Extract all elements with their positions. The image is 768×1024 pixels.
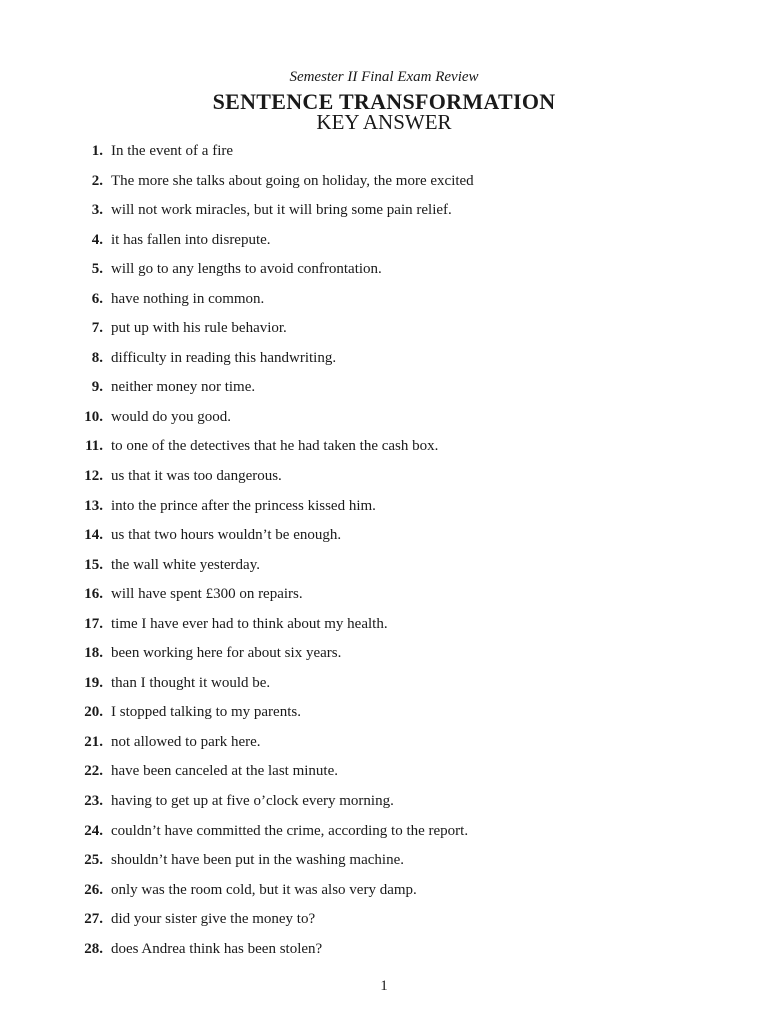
document-subheading: KEY ANSWER <box>316 110 452 134</box>
answer-item <box>0 584 768 614</box>
answer-text: us that two hours wouldn’t be enough. <box>111 527 342 544</box>
answer-text: have been canceled at the last minute. <box>111 763 338 780</box>
answer-text: couldn’t have committed the crime, according to the report. <box>111 822 469 839</box>
answer-number: 11. <box>85 438 103 455</box>
answer-number: 19. <box>84 674 103 691</box>
answer-text: have nothing in common. <box>111 290 265 307</box>
answer-text: does Andrea think has been stolen? <box>111 940 323 957</box>
answer-item <box>0 880 768 910</box>
document-subtitle: Semester II Final Exam Review <box>289 69 479 85</box>
answer-number: 21. <box>84 733 103 750</box>
answer-text: into the prince after the princess kissed him. <box>111 497 376 514</box>
answer-list <box>0 141 768 968</box>
answer-item <box>0 348 768 378</box>
answer-text: us that it was too dangerous. <box>111 468 282 485</box>
answer-item <box>0 761 768 791</box>
answer-number: 27. <box>84 911 103 928</box>
answer-number: 25. <box>84 852 103 869</box>
answer-text: neither money nor time. <box>111 379 256 396</box>
answer-text: only was the room cold, but it was also very damp. <box>111 881 417 898</box>
answer-text: to one of the detectives that he had taken the cash box. <box>111 438 439 455</box>
answer-number: 5. <box>91 261 103 278</box>
answer-item <box>0 850 768 880</box>
answer-number: 28. <box>84 940 103 957</box>
answer-item <box>0 200 768 230</box>
answer-item <box>0 525 768 555</box>
answer-number: 4. <box>91 231 103 248</box>
answer-number: 3. <box>91 202 103 219</box>
answer-item <box>0 555 768 585</box>
answer-number: 12. <box>84 468 103 485</box>
answer-text: shouldn’t have been put in the washing machine. <box>111 852 404 869</box>
answer-item <box>0 171 768 201</box>
answer-number: 22. <box>84 763 103 780</box>
answer-text: would do you good. <box>111 408 231 425</box>
answer-number: 2. <box>91 172 103 189</box>
answer-item <box>0 141 768 171</box>
answer-number: 18. <box>84 645 103 662</box>
answer-item <box>0 702 768 732</box>
answer-text: will not work miracles, but it will bring some pain relief. <box>111 202 452 219</box>
answer-item <box>0 614 768 644</box>
answer-number: 16. <box>84 586 103 603</box>
answer-text: In the event of a fire <box>111 143 234 159</box>
answer-text: having to get up at five o’clock every morning. <box>111 793 394 810</box>
page-number: 1 <box>380 978 388 994</box>
answer-item <box>0 466 768 496</box>
answer-number: 8. <box>91 349 103 366</box>
answer-item <box>0 496 768 526</box>
answer-text: I stopped talking to my parents. <box>111 704 301 721</box>
answer-text: difficulty in reading this handwriting. <box>111 349 337 366</box>
answer-item <box>0 289 768 319</box>
answer-number: 20. <box>84 704 103 721</box>
answer-item <box>0 436 768 466</box>
answer-item <box>0 377 768 407</box>
answer-text: time I have ever had to think about my health. <box>111 615 388 632</box>
answer-number: 13. <box>84 497 103 514</box>
answer-text: put up with his rule behavior. <box>111 320 287 337</box>
answer-number: 10. <box>84 408 103 425</box>
answer-item <box>0 909 768 939</box>
answer-item <box>0 939 768 969</box>
answer-item <box>0 791 768 821</box>
answer-item <box>0 259 768 289</box>
answer-number: 1. <box>91 143 103 159</box>
answer-item <box>0 643 768 673</box>
answer-text: than I thought it would be. <box>111 674 271 691</box>
answer-item <box>0 821 768 851</box>
answer-text: not allowed to park here. <box>111 733 261 750</box>
answer-text: will have spent £300 on repairs. <box>111 586 303 603</box>
answer-number: 15. <box>84 556 103 573</box>
answer-number: 7. <box>91 320 103 337</box>
answer-text: The more she talks about going on holiday, the more excited <box>111 172 474 189</box>
answer-item <box>0 318 768 348</box>
answer-text: been working here for about six years. <box>111 645 342 662</box>
answer-number: 23. <box>84 793 103 810</box>
document-title: SENTENCE TRANSFORMATION <box>212 89 556 114</box>
answer-item <box>0 407 768 437</box>
answer-text: the wall white yesterday. <box>111 556 260 573</box>
answer-number: 6. <box>91 290 103 307</box>
answer-text: did your sister give the money to? <box>111 911 316 928</box>
answer-number: 9. <box>91 379 103 396</box>
answer-number: 14. <box>84 527 103 544</box>
answer-number: 17. <box>84 615 103 632</box>
answer-text: will go to any lengths to avoid confrontation. <box>111 261 382 278</box>
answer-number: 24. <box>84 822 103 839</box>
answer-number: 26. <box>84 881 103 898</box>
answer-text: it has fallen into disrepute. <box>111 231 271 248</box>
answer-item <box>0 732 768 762</box>
answer-item <box>0 673 768 703</box>
answer-item <box>0 230 768 260</box>
